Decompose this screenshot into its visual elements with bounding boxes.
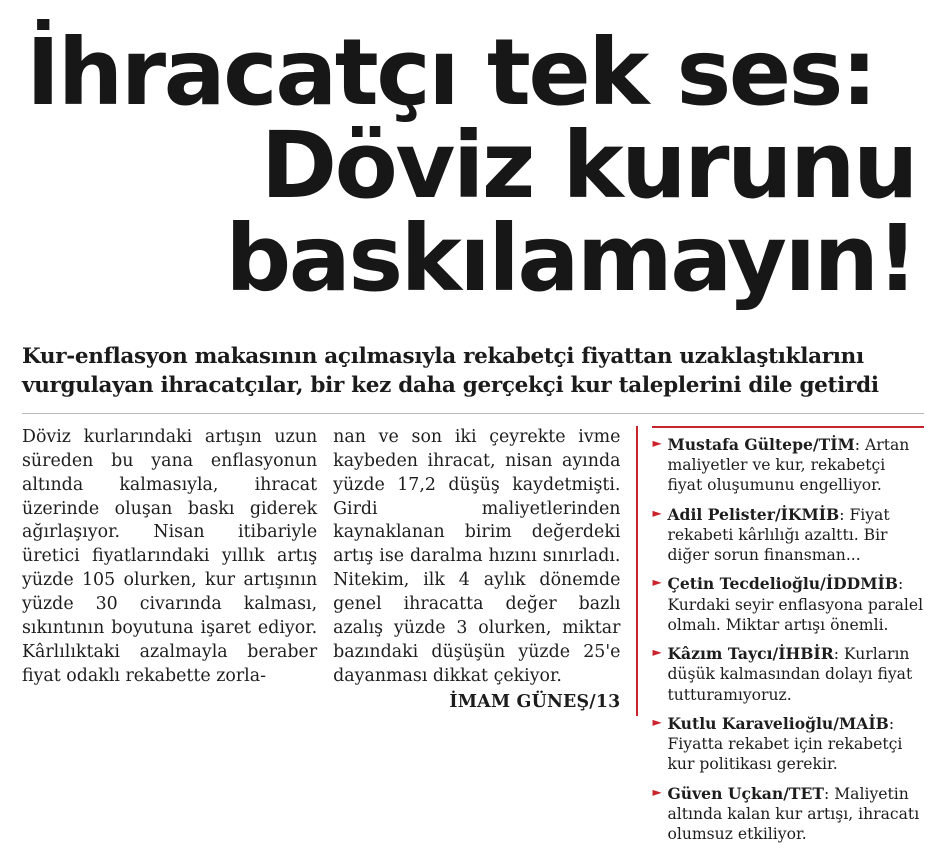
quote-text: : Maliyetin altında kalan kur artışı, ihracatı olumsuz etkiliyor. [667,784,920,844]
quote-text: : Fiyatta rekabet için rekabetçi kur politikası gerekir. [667,714,903,774]
quote-separator: / [812,434,819,454]
article-text-2: nan ve son iki çeyrekte ivme kaybeden ihracat, nisan ayında yüzde 17,2 düşüş kaydetmişti. Girdi maliyetlerinden kaynaklanan birim değerdeki artış ise daralma hızını sınırladı. Nitekim, ilk 4 aylık dönemde genel ihracatta değer bazlı azalış yüzde 3 olurken, miktar bazındaki düşüşün yüzde 25'e dayanması dikkat çekiyor. [333,426,621,686]
quote-org: TİM [818,434,855,454]
subheadline-line-2: vurgulayan ihracatçılar, bir kez daha gerçekçi kur taleplerini dile getirdi [22,372,879,398]
quote-person: Çetin Tecdelioğlu [667,574,821,594]
triangle-right-icon: ► [652,505,662,520]
triangle-right-icon: ► [652,435,662,450]
quote-org: İKMİB [780,504,840,524]
quote-text: : Kurdaki seyir enflasyona paralel olmalı. Miktar artışı önemli. [667,575,924,634]
article-column-1 [22,426,333,716]
headline-line-1: İhracatçı tek ses: [26,19,876,126]
list-item [652,644,924,705]
headline-line-3: baskılamayın! [225,205,916,313]
quote-separator: / [820,574,826,594]
quotes-sidebar [636,426,924,844]
headline-line-2: Döviz kurunu [260,112,916,220]
quote-person: Adil Pelister [667,504,775,524]
quote-person: Kutlu Karavelioğlu [667,713,834,733]
quote-text: : Artan maliyetler ve kur, rekabetçi fiyat oluşumunu engelliyor. [667,435,910,495]
list-item [652,505,924,566]
horizontal-divider [22,413,924,414]
quote-text: : Kurların düşük kalmasından dolayı fiyat tutturamıyoruz. [667,645,913,704]
article-text-1: Döviz kurlarındaki artışın uzun süreden bu yana enflasyonun altında kalmasıyla, ihracat üzerinde oluşan baskı giderek ağırlaşıyor. Nisan itibariyle üretici fiyatlarındaki yıllık artış yüzde 105 olurken, kur artışının yüzde 30 civarında kalması, sıkıntının boyutuna işaret ediyor. Kârlılıktaki azalmayla beraber fiyat odaklı rekabette zorla- [22,426,318,686]
byline-author: İMAM GÜNEŞ [449,691,590,712]
quote-text: : Fiyat rekabeti kârlılığı azalttı. Bir diğer sorun finansman... [667,505,890,565]
triangle-right-icon: ► [652,575,662,590]
quotes-top-rule [652,426,924,428]
list-item [652,574,924,635]
subheadline [22,342,924,400]
quote-separator: / [772,644,779,664]
quote-org: MAİB [838,713,889,733]
quote-separator: / [833,713,839,733]
list-item [652,435,924,496]
list-item [652,714,924,775]
subheadline-line-1: Kur-enflasyon makasının açılmasıyla rekabetçi fiyattan uzaklaştıklarını [22,343,864,369]
byline-separator: / [589,691,596,712]
article-column-2 [333,426,636,716]
quote-org: İHBİR [778,644,834,664]
byline-page-number: 13 [595,691,621,712]
quote-separator: / [774,504,781,524]
triangle-right-icon: ► [652,714,662,729]
triangle-right-icon: ► [652,645,662,660]
article-columns [22,426,924,844]
quote-person: Kâzım Taycı [667,644,773,664]
quote-org: TET [788,783,824,803]
list-item [652,784,924,845]
triangle-right-icon: ► [652,784,662,799]
quote-person: Mustafa Gültepe [667,434,813,454]
quote-separator: / [783,783,789,803]
byline [333,691,620,715]
quote-person: Güven Uçkan [667,783,784,803]
headline [22,19,924,313]
quote-org: İDDMİB [825,574,898,594]
